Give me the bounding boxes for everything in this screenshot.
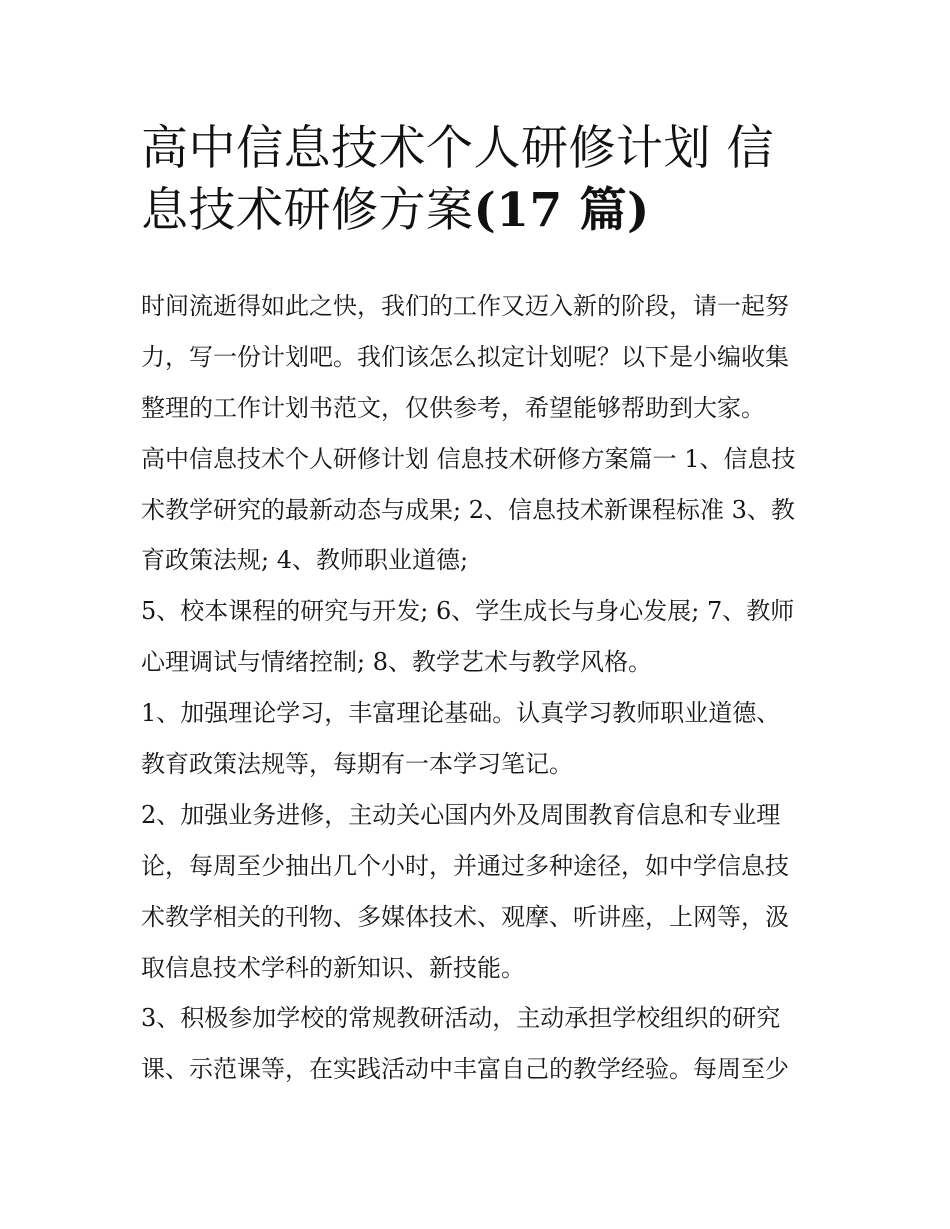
document-body: [141, 281, 821, 1095]
body-line-1: 时间流逝得如此之快，我们的工作又迈入新的阶段，请一起努: [141, 292, 789, 320]
title-line-2: [141, 180, 821, 242]
body-line-7: 5、校本课程的研究与开发; 6、学生成长与身心发展; 7、教师: [141, 597, 795, 626]
document-title: [141, 118, 821, 242]
body-line-11: 2、加强业务进修，主动关心国内外及周围教育信息和专业理: [141, 800, 781, 829]
body-line-2: 力，写一份计划吧。我们该怎么拟定计划呢？以下是小编收集: [141, 342, 789, 371]
body-line-9: 1、加强理论学习，丰富理论基础。认真学习教师职业道德、: [141, 699, 781, 728]
body-line-12: 论，每周至少抽出几个小时，并通过多种途径，如中学信息技: [141, 851, 789, 880]
body-line-4: 高中信息技术个人研修计划 信息技术研修方案篇一 1、信息技: [141, 444, 796, 473]
title-line-2-count: (17 篇): [473, 183, 650, 238]
body-line-16: 课、示范课等，在实践活动中丰富自己的教学经验。每周至少: [141, 1055, 789, 1084]
body-line-14: 取信息技术学科的新知识、新技能。: [141, 953, 525, 982]
body-line-15: 3、积极参加学校的常规教研活动，主动承担学校组织的研究: [141, 1004, 781, 1033]
body-line-3: 整理的工作计划书范文，仅供参考，希望能够帮助到大家。: [141, 393, 765, 422]
body-line-10: 教育政策法规等，每期有一本学习笔记。: [141, 750, 573, 779]
body-line-6: 育政策法规; 4、教师职业道德;: [141, 546, 469, 575]
title-line-2-text: 息技术研修方案: [141, 183, 474, 238]
title-line-1: 高中信息技术个人研修计划 信: [141, 121, 774, 176]
body-line-5: 术教学研究的最新动态与成果; 2、信息技术新课程标准 3、教: [141, 495, 795, 524]
body-line-8: 心理调试与情绪控制; 8、教学艺术与教学风格。: [141, 648, 652, 677]
body-line-13: 术教学相关的刊物、多媒体技术、观摩、听讲座，上网等，汲: [141, 902, 789, 931]
